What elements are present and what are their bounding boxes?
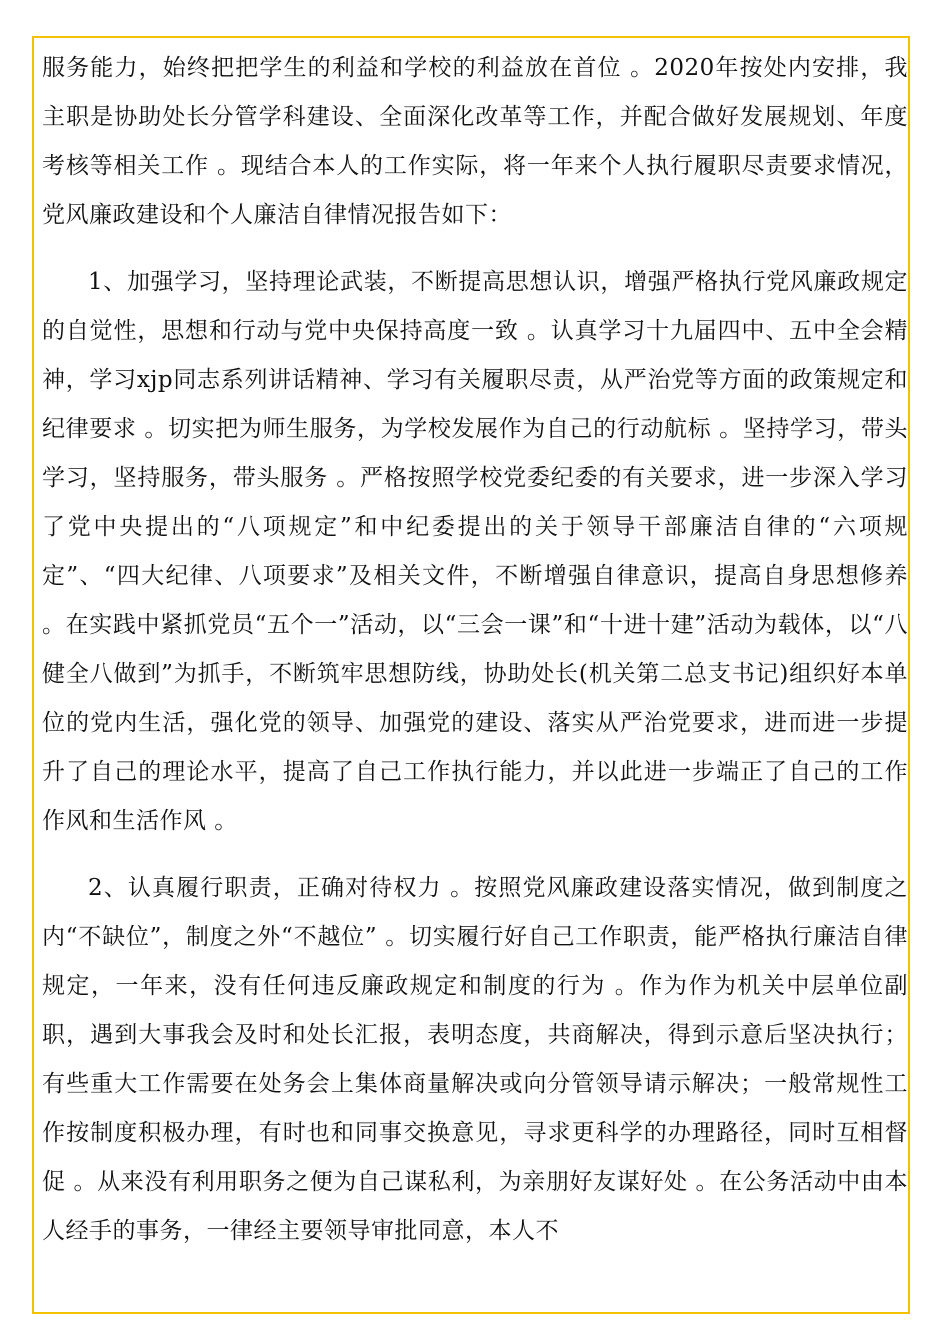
document-body	[42, 44, 908, 1256]
paragraph-intro: 服务能力，始终把把学生的利益和学校的利益放在首位 。2020年按处内安排，我主职是协助处长分管学科建设、全面深化改革等工作，并配合做好发展规划、年度考核等相关工作 。现结合本人的工作实际，将一年来个人执行履职尽责要求情况，党风廉政建设和个人廉洁自律情况报告如下：	[42, 55, 908, 228]
paragraph-point-2: 2、认真履行职责，正确对待权力 。按照党风廉政建设落实情况，做到制度之内“不缺位”，制度之外“不越位” 。切实履行好自己工作职责，能严格执行廉洁自律规定，一年来，没有任何违反廉政规定和制度的行为 。作为作为机关中层单位副职，遇到大事我会及时和处长汇报，表明态度，共商解决，得到示意后坚决执行；有些重大工作需要在处务会上集体商量解决或向分管领导请示解决；一般常规性工作按制度积极办理，有时也和同事交换意见，寻求更科学的办理路径，同时互相督促 。从来没有利用职务之便为自己谋私利，为亲朋好友谋好处 。在公务活动中由本人经手的事务，一律经主要领导审批同意，本人不	[42, 875, 908, 1244]
paragraph-point-1: 1、加强学习，坚持理论武装，不断提高思想认识，增强严格执行党风廉政规定的自觉性，思想和行动与党中央保持高度一致 。认真学习十九届四中、五中全会精神，学习xjp同志系列讲话精神、学习有关履职尽责，从严治党等方面的政策规定和纪律要求 。切实把为师生服务，为学校发展作为自己的行动航标 。坚持学习，带头学习，坚持服务，带头服务 。严格按照学校党委纪委的有关要求，进一步深入学习了党中央提出的“八项规定”和中纪委提出的关于领导干部廉洁自律的“六项规定”、“四大纪律、八项要求”及相关文件，不断增强自律意识，提高自身思想修养 。在实践中紧抓党员“五个一”活动，以“三会一课”和“十进十建”活动为载体，以“八健全八做到”为抓手，不断筑牢思想防线，协助处长(机关第二总支书记)组织好本单位的党内生活，强化党的领导、加强党的建设、落实从严治党要求，进而进一步提升了自己的理论水平，提高了自己工作执行能力，并以此进一步端正了自己的工作作风和生活作风 。	[42, 269, 908, 834]
